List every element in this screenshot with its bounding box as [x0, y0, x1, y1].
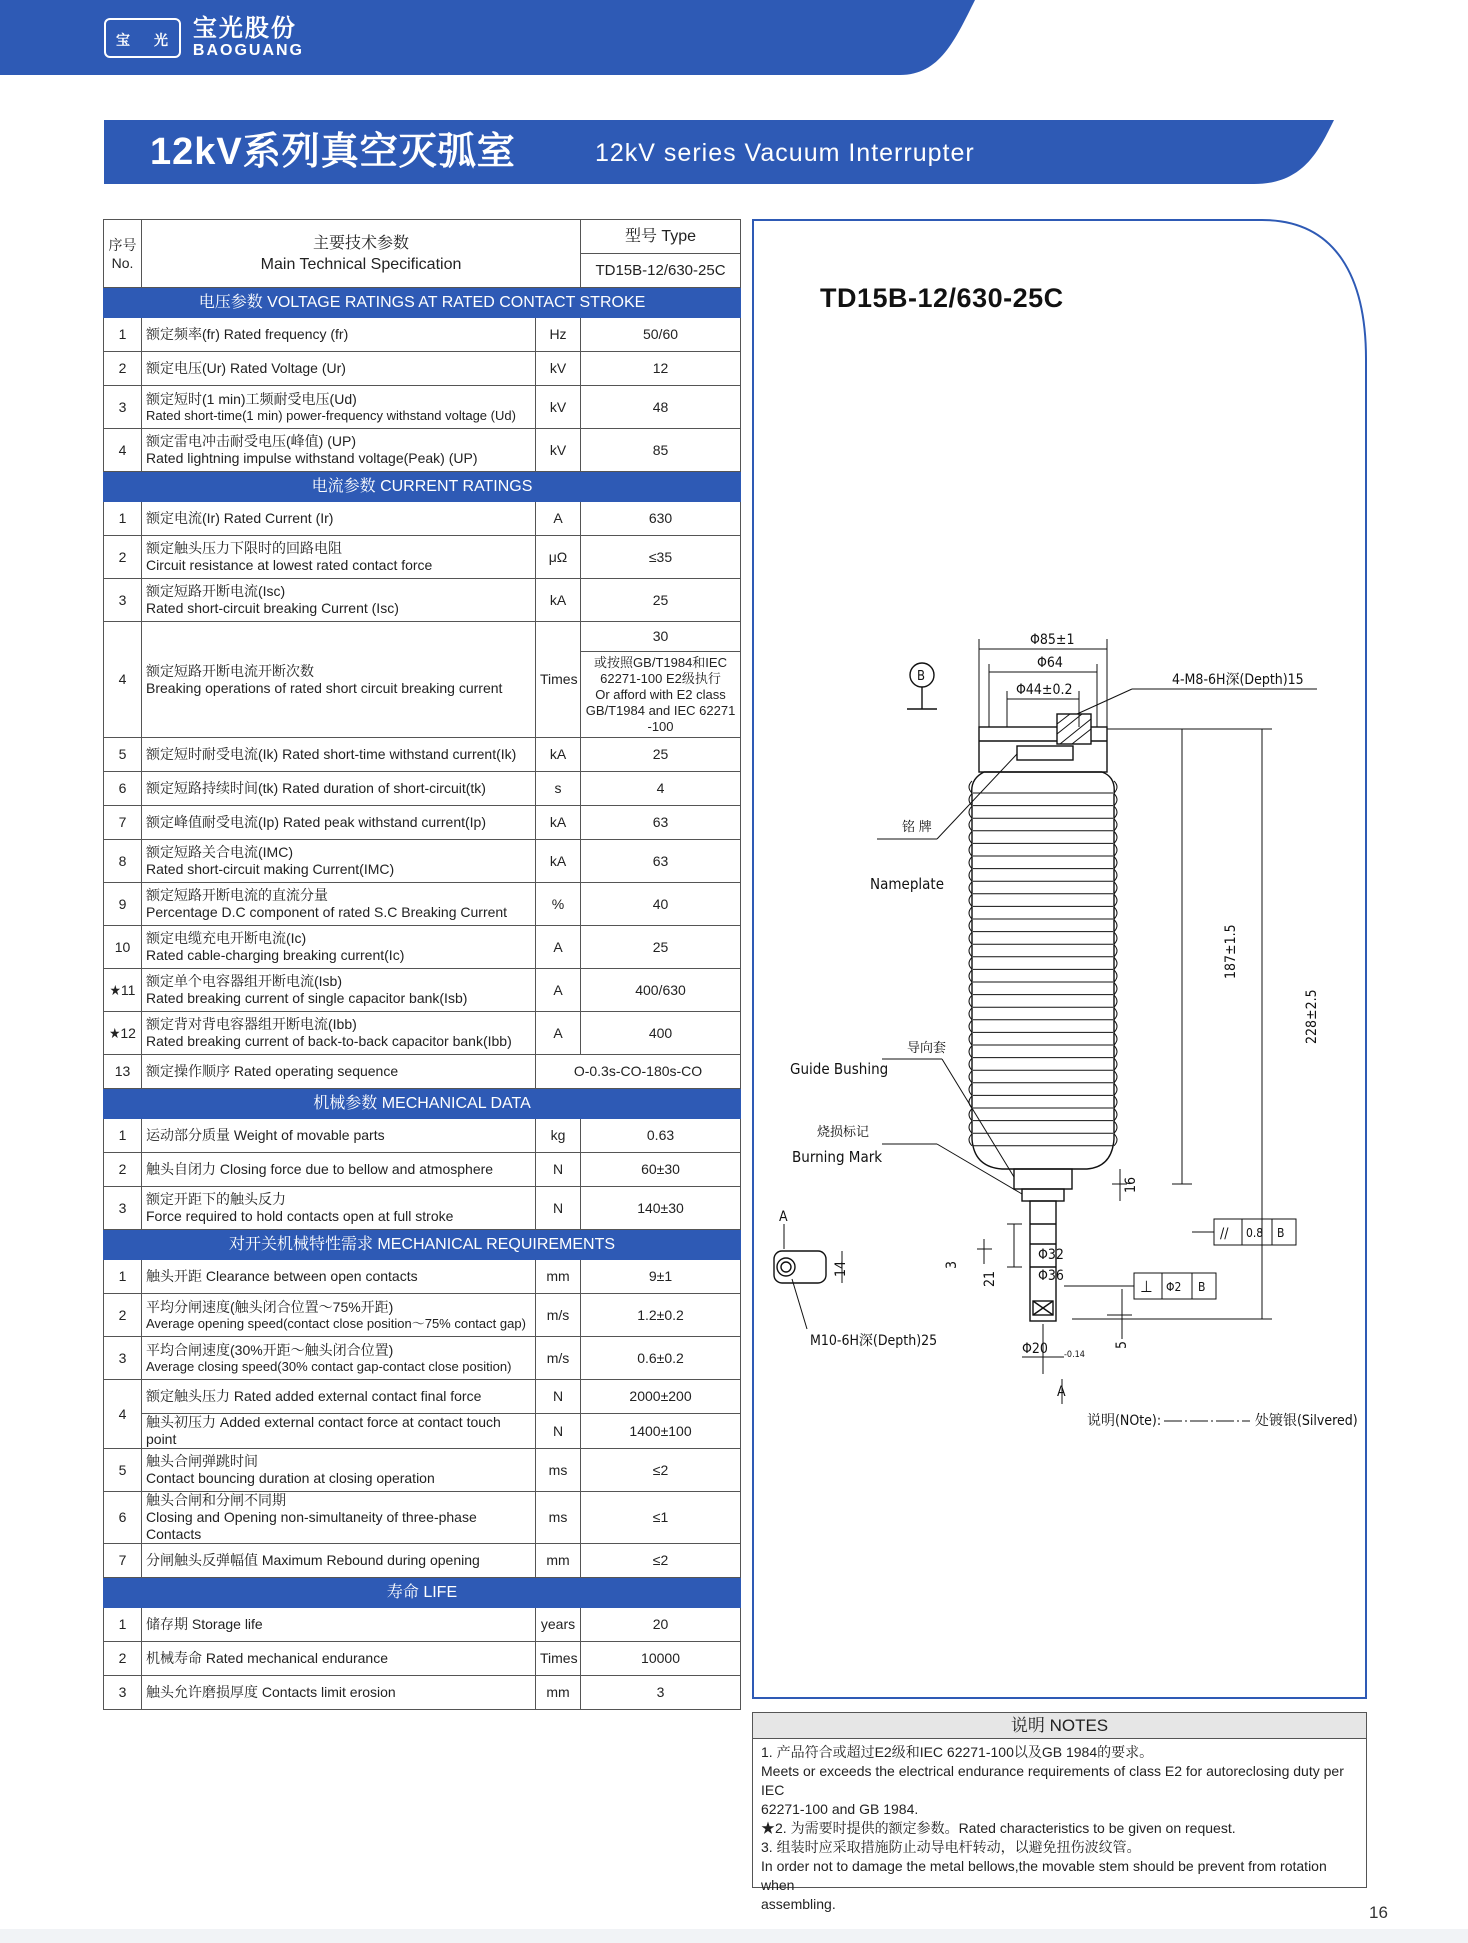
notes-line: In order not to damage the metal bellows,the movable stem should be prevent from rotation when [761, 1858, 1327, 1893]
row-value: 20 [581, 1608, 741, 1642]
bellow-ring [969, 945, 1117, 957]
row-parameter: 额定短时(1 min)工频耐受电压(Ud) Rated short-time(1 min) power-frequency withstand voltage (Ud) [142, 386, 536, 429]
row-value: O-0.3s-CO-180s-CO [536, 1055, 741, 1089]
dim-228: 228±2.5 [1304, 989, 1320, 1044]
table-row [104, 429, 741, 472]
row-unit: N [536, 1414, 581, 1449]
bellow-ring [969, 983, 1117, 995]
drawing-model-title: TD15B-12/630-25C [820, 283, 1064, 313]
row-value: 25 [581, 579, 741, 622]
table-row [104, 622, 741, 652]
row-parameter: 额定短路持续时间(tk) Rated duration of short-circuit(tk) [142, 772, 536, 806]
row-number: 3 [104, 1187, 142, 1230]
bellow-ring [969, 819, 1117, 831]
row-value: ≤2 [581, 1449, 741, 1492]
row-number: 3 [104, 1676, 142, 1710]
row-value: 2000±200 [581, 1380, 741, 1414]
table-row [104, 536, 741, 579]
row-value: 12 [581, 352, 741, 386]
tol-perp-sym: ⊥ [1140, 1277, 1153, 1296]
table-row [104, 1380, 741, 1414]
table-row [104, 1449, 741, 1492]
spec-table [103, 219, 741, 1710]
bellow-ring [969, 995, 1117, 1007]
row-number: 7 [104, 806, 142, 840]
row-unit: A [536, 969, 581, 1012]
row-unit: kV [536, 429, 581, 472]
logo-mark: 宝 光 [104, 18, 181, 58]
section-header [104, 472, 741, 502]
row-unit: kg [536, 1119, 581, 1153]
nameplate-en: Nameplate [870, 875, 944, 893]
row-unit: ms [536, 1492, 581, 1544]
row-value-note: 或按照GB/T1984和IEC 62271-100 E2级执行 Or afford with E2 class GB/T1984 and IEC 62271 -100 [581, 652, 741, 738]
notes-line: Meets or exceeds the electrical endurance requirements of class E2 for autoreclosing duty per IEC [761, 1763, 1344, 1798]
row-parameter: 触头初压力 Added external contact force at contact touch point [142, 1414, 536, 1449]
row-number: 1 [104, 1608, 142, 1642]
bellow-ring [969, 869, 1117, 881]
bellow-ring [969, 794, 1117, 806]
bellow-ring [969, 1083, 1117, 1095]
bellow-ring [969, 806, 1117, 818]
tol-parallel-val: 0.8 [1246, 1226, 1264, 1240]
row-value: 140±30 [581, 1187, 741, 1230]
row-unit: % [536, 883, 581, 926]
row-unit: Hz [536, 318, 581, 352]
section-title: 对开关机械特性需求 MECHANICAL REQUIREMENTS [104, 1230, 741, 1260]
row-value: ≤1 [581, 1492, 741, 1544]
row-value: 3 [581, 1676, 741, 1710]
bellow-ring [969, 907, 1117, 919]
table-row [104, 840, 741, 883]
row-parameter: 额定短路关合电流(IMC) Rated short-circuit making Current(IMC) [142, 840, 536, 883]
bellow-ring [969, 1008, 1117, 1020]
row-value: 25 [581, 926, 741, 969]
row-value: 4 [581, 772, 741, 806]
table-row [104, 1012, 741, 1055]
row-unit: A [536, 926, 581, 969]
row-number: 5 [104, 1449, 142, 1492]
bellow-ring [969, 1096, 1117, 1108]
section-header [104, 288, 741, 318]
datum-b-ref1: B [1277, 1226, 1285, 1240]
row-number: 2 [104, 1294, 142, 1337]
row-parameter: 平均分闸速度(触头闭合位置～75%开距) Average opening speed(contact close position～75% contact gap) [142, 1294, 536, 1337]
bellow-ring [969, 844, 1117, 856]
row-value: ≤2 [581, 1544, 741, 1578]
row-unit: N [536, 1187, 581, 1230]
table-row [104, 883, 741, 926]
row-value: 400 [581, 1012, 741, 1055]
row-parameter: 额定电缆充电开断电流(Ic) Rated cable-charging breaking current(Ic) [142, 926, 536, 969]
row-unit: mm [536, 1676, 581, 1710]
header-spec: 主要技术参数 Main Technical Specification [142, 220, 581, 288]
row-parameter: 额定雷电冲击耐受电压(峰值) (UP) Rated lightning impulse withstand voltage(Peak) (UP) [142, 429, 536, 472]
row-parameter: 额定短路开断电流(Isc) Rated short-circuit breaking Current (Isc) [142, 579, 536, 622]
table-row [104, 1414, 741, 1449]
nameplate-cn: 铭 牌 [902, 820, 932, 835]
row-number: 4 [104, 429, 142, 472]
section-header [104, 1230, 741, 1260]
notes-line: 1. 产品符合或超过E2级和IEC 62271-100以及GB 1984的要求。 [761, 1744, 1154, 1760]
row-number: ★11 [104, 969, 142, 1012]
interrupter-drawing [752, 219, 1367, 1699]
table-row [104, 1119, 741, 1153]
dim-d64: Φ64 [1037, 655, 1063, 671]
row-parameter: 额定触头压力 Rated added external contact final force [142, 1380, 536, 1414]
table-row [104, 1492, 741, 1544]
row-number: 2 [104, 1642, 142, 1676]
bellow-ring [969, 920, 1117, 932]
row-number: 9 [104, 883, 142, 926]
bellow-ring [969, 1020, 1117, 1032]
row-number: 1 [104, 502, 142, 536]
row-parameter: 额定频率(fr) Rated frequency (fr) [142, 318, 536, 352]
row-parameter: 额定短时耐受电流(Ik) Rated short-time withstand current(Ik) [142, 738, 536, 772]
row-value: 0.63 [581, 1119, 741, 1153]
row-parameter: 额定电压(Ur) Rated Voltage (Ur) [142, 352, 536, 386]
table-row [104, 969, 741, 1012]
bellow-ring [969, 831, 1117, 843]
table-row [104, 318, 741, 352]
table-row [104, 926, 741, 969]
nameplate-mark [1017, 746, 1073, 760]
row-number: 5 [104, 738, 142, 772]
dim-d20: Φ20 [1022, 1341, 1048, 1357]
dim-14: 14 [833, 1260, 849, 1277]
row-value: 60±30 [581, 1153, 741, 1187]
bellow-ring [969, 932, 1117, 944]
row-number: 1 [104, 1119, 142, 1153]
row-number: 2 [104, 352, 142, 386]
dim-d32: Φ32 [1038, 1247, 1064, 1263]
page-number: 16 [1369, 1903, 1388, 1922]
notes-line: 3. 组装时应采取措施防止动导电杆转动，以避免扭伤波纹管。 [761, 1839, 1141, 1855]
row-unit: kV [536, 352, 581, 386]
row-unit: kA [536, 806, 581, 840]
notes-line: assembling. [761, 1896, 836, 1912]
table-row [104, 1608, 741, 1642]
bottom-band [0, 1929, 1468, 1943]
row-parameter: 额定电流(Ir) Rated Current (Ir) [142, 502, 536, 536]
row-value: 25 [581, 738, 741, 772]
row-number: 3 [104, 386, 142, 429]
table-row [104, 579, 741, 622]
row-parameter: 额定短路开断电流开断次数 Breaking operations of rated short circuit breaking current [142, 622, 536, 738]
notes-line: 62271-100 and GB 1984. [761, 1801, 919, 1817]
row-unit: μΩ [536, 536, 581, 579]
burn-en: Burning Mark [792, 1148, 883, 1166]
guide-bushing [1014, 1169, 1072, 1189]
row-number: 2 [104, 536, 142, 579]
row-number: 4 [104, 622, 142, 738]
row-value: 400/630 [581, 969, 741, 1012]
row-number: 1 [104, 1260, 142, 1294]
row-unit: kA [536, 738, 581, 772]
bellow-ring [969, 1109, 1117, 1121]
table-row [104, 772, 741, 806]
header-type-label: 型号 Type [581, 220, 741, 254]
row-parameter: 机械寿命 Rated mechanical endurance [142, 1642, 536, 1676]
bellow-ring [969, 882, 1117, 894]
bellow-ring [969, 970, 1117, 982]
row-parameter: 额定开距下的触头反力 Force required to hold contacts open at full stroke [142, 1187, 536, 1230]
row-value: 0.6±0.2 [581, 1337, 741, 1380]
row-unit: A [536, 502, 581, 536]
row-value: 63 [581, 806, 741, 840]
row-parameter: 额定操作顺序 Rated operating sequence [142, 1055, 536, 1089]
dim-d36: Φ36 [1038, 1268, 1064, 1284]
bellow-ring [969, 1121, 1117, 1133]
row-unit: mm [536, 1260, 581, 1294]
bellow-ring [969, 1033, 1117, 1045]
row-unit: Times [536, 1642, 581, 1676]
table-row [104, 352, 741, 386]
dim-d44: Φ44±0.2 [1016, 682, 1073, 698]
row-number: 6 [104, 772, 142, 806]
row-unit: m/s [536, 1337, 581, 1380]
row-number: ★12 [104, 1012, 142, 1055]
thread-top: 4-M8-6H深(Depth)15 [1172, 672, 1304, 688]
row-value: 63 [581, 840, 741, 883]
logo-name-en: BAOGUANG [192, 42, 304, 59]
burn-cn: 烧损标记 [817, 1125, 870, 1140]
row-parameter: 储存期 Storage life [142, 1608, 536, 1642]
table-row [104, 1187, 741, 1230]
row-parameter: 分闸触头反弹幅值 Maximum Rebound during opening [142, 1544, 536, 1578]
interrupter-body [972, 772, 1115, 1169]
page-title-cn: 12kV系列真空灭弧室 [150, 131, 516, 173]
row-unit: s [536, 772, 581, 806]
table-row [104, 738, 741, 772]
row-number: 1 [104, 318, 142, 352]
guide-en: Guide Bushing [790, 1060, 889, 1078]
row-number: 13 [104, 1055, 142, 1089]
row-number: 3 [104, 1337, 142, 1380]
row-unit: years [536, 1608, 581, 1642]
bellow-ring [969, 1058, 1117, 1070]
row-value: 10000 [581, 1642, 741, 1676]
row-number: 7 [104, 1544, 142, 1578]
bellow-ring [969, 1046, 1117, 1058]
row-number: 4 [104, 1380, 142, 1449]
bellow-ring [969, 781, 1117, 793]
table-row [104, 1153, 741, 1187]
row-unit: kV [536, 386, 581, 429]
dim-3: 3 [944, 1260, 960, 1269]
header-type-value: TD15B-12/630-25C [581, 254, 741, 288]
table-row [104, 1055, 741, 1089]
bellow-ring [969, 1071, 1117, 1083]
view-a-stem [774, 1251, 826, 1283]
notes-box [752, 1712, 1367, 1912]
guide-cn: 导向套 [907, 1041, 947, 1056]
table-row [104, 1544, 741, 1578]
legend-silver: 处镀银(Silvered) [1255, 1413, 1358, 1429]
tol-perp-val: Φ2 [1166, 1280, 1182, 1294]
row-value: 630 [581, 502, 741, 536]
bellow-ring [969, 957, 1117, 969]
row-parameter: 平均合闸速度(30%开距～触头闭合位置) Average closing speed(30% contact gap-contact close position) [142, 1337, 536, 1380]
row-unit: m/s [536, 1294, 581, 1337]
notes-line: ★2. 为需要时提供的额定参数。Rated characteristics to be given on request. [761, 1820, 1236, 1836]
bellow-ring [969, 857, 1117, 869]
row-parameter: 触头开距 Clearance between open contacts [142, 1260, 536, 1294]
dim-5: 5 [1114, 1340, 1130, 1349]
header-no: 序号 No. [104, 220, 142, 288]
row-parameter: 额定单个电容器组开断电流(Isb) Rated breaking current of single capacitor bank(Isb) [142, 969, 536, 1012]
row-parameter: 触头自闭力 Closing force due to bellow and atmosphere [142, 1153, 536, 1187]
datum-b-ref2: B [1198, 1280, 1206, 1294]
row-unit: N [536, 1380, 581, 1414]
row-value: 1.2±0.2 [581, 1294, 741, 1337]
row-value: 40 [581, 883, 741, 926]
row-value: 85 [581, 429, 741, 472]
row-unit: N [536, 1153, 581, 1187]
row-unit: Times [536, 622, 581, 738]
bellow-ring [969, 894, 1117, 906]
table-row [104, 1294, 741, 1337]
row-parameter: 额定短路开断电流的直流分量 Percentage D.C component of rated S.C Breaking Current [142, 883, 536, 926]
logo-name-cn: 宝光股份 [192, 15, 297, 42]
row-unit: kA [536, 840, 581, 883]
row-parameter: 运动部分质量 Weight of movable parts [142, 1119, 536, 1153]
notes-title: 说明 NOTES [753, 1713, 1366, 1739]
tol-parallel-sym: // [1220, 1226, 1229, 1242]
table-row [104, 806, 741, 840]
section-title: 电流参数 CURRENT RATINGS [104, 472, 741, 502]
notes-body [753, 1739, 1366, 1914]
row-parameter: 触头允许磨损厚度 Contacts limit erosion [142, 1676, 536, 1710]
table-row [104, 1260, 741, 1294]
dim-187: 187±1.5 [1223, 924, 1239, 979]
row-unit: kA [536, 579, 581, 622]
row-parameter: 额定峰值耐受电流(Ip) Rated peak withstand current(Ip) [142, 806, 536, 840]
section-title: 电压参数 VOLTAGE RATINGS AT RATED CONTACT STROKE [104, 288, 741, 318]
table-row [104, 502, 741, 536]
dim-d85: Φ85±1 [1030, 632, 1075, 648]
table-row [104, 386, 741, 429]
row-unit: A [536, 1012, 581, 1055]
row-parameter: 触头合闸弹跳时间 Contact bouncing duration at closing operation [142, 1449, 536, 1492]
section-title: 机械参数 MECHANICAL DATA [104, 1089, 741, 1119]
row-unit: mm [536, 1544, 581, 1578]
dim-d20-tol: -0.14 [1064, 1350, 1085, 1360]
row-number: 2 [104, 1153, 142, 1187]
page-title-en: 12kV series Vacuum Interrupter [595, 139, 975, 167]
table-row [104, 1642, 741, 1676]
view-a-bottom: A [1057, 1384, 1066, 1400]
dim-21: 21 [982, 1270, 998, 1287]
row-parameter: 额定触头压力下限时的回路电阻 Circuit resistance at lowest rated contact force [142, 536, 536, 579]
table-row [104, 1676, 741, 1710]
row-parameter: 额定背对背电容器组开断电流(Ibb) Rated breaking current of back-to-back capacitor bank(Ibb) [142, 1012, 536, 1055]
company-logo [104, 14, 304, 62]
datum-b: B [917, 669, 926, 684]
row-number: 6 [104, 1492, 142, 1544]
row-unit: ms [536, 1449, 581, 1492]
row-value: 48 [581, 386, 741, 429]
legend-note: 说明(NOte): [1087, 1413, 1162, 1429]
section-title: 寿命 LIFE [104, 1578, 741, 1608]
thread-bottom: M10-6H深(Depth)25 [810, 1333, 938, 1349]
dim-16: 16 [1123, 1176, 1139, 1193]
section-header [104, 1578, 741, 1608]
row-value: 1400±100 [581, 1414, 741, 1449]
row-value: 30 [581, 622, 741, 652]
row-number: 3 [104, 579, 142, 622]
section-header [104, 1089, 741, 1119]
row-number: 8 [104, 840, 142, 883]
row-value: ≤35 [581, 536, 741, 579]
row-value: 9±1 [581, 1260, 741, 1294]
row-parameter: 触头合闸和分闸不同期 Closing and Opening non-simultaneity of three-phase Contacts [142, 1492, 536, 1544]
row-value: 50/60 [581, 318, 741, 352]
view-a-top: A [779, 1209, 788, 1225]
table-row [104, 1337, 741, 1380]
row-number: 10 [104, 926, 142, 969]
